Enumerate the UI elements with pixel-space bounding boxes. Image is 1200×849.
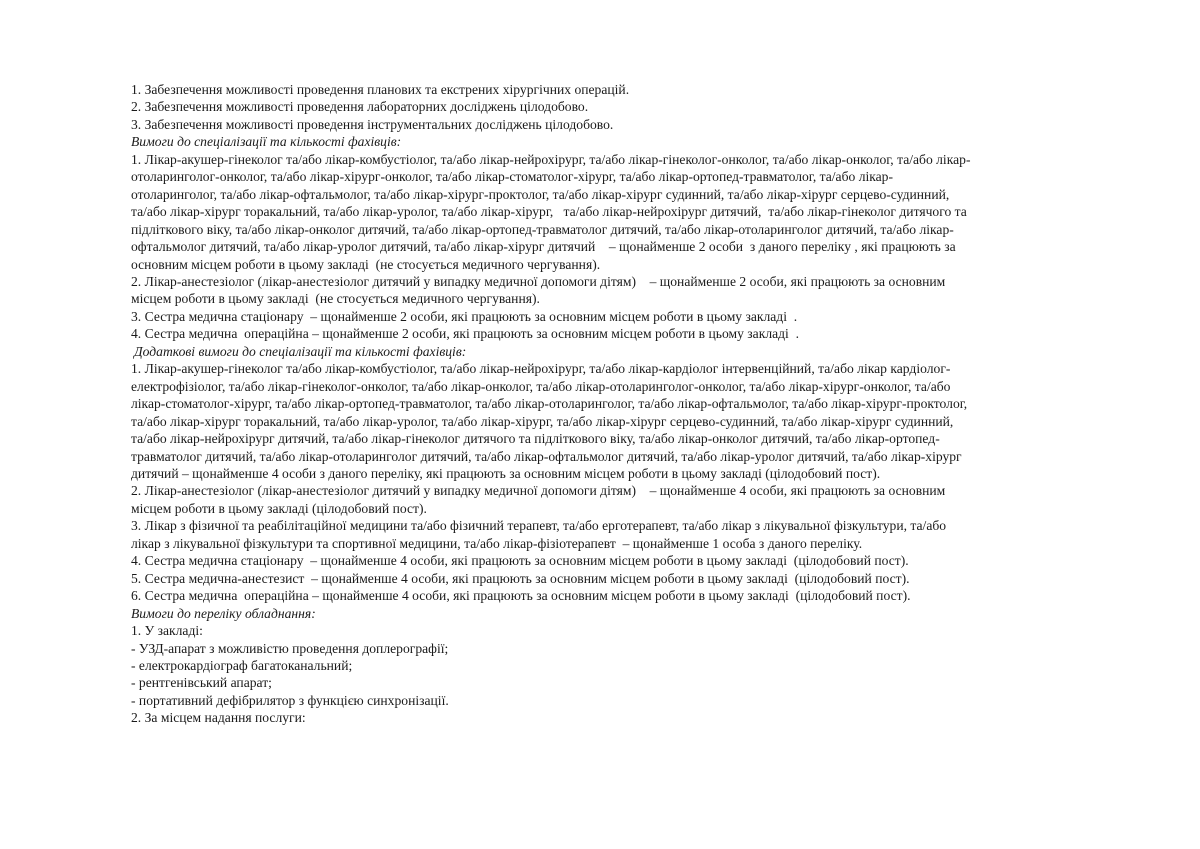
equipment-item-6: 2. За місцем надання послуги: <box>131 710 306 726</box>
equipment-item-4: - рентгенівський апарат; <box>131 675 272 691</box>
specialization-item-3: 3. Сестра медична стаціонару – щонайменше 2 особи, які працюють за основним місцем роботи в цьому закладі . <box>131 308 798 324</box>
equipment-item-1: 1. У закладі: <box>131 623 203 639</box>
specialization-heading: Вимоги до спеціалізації та кількості фахівців: <box>131 134 402 150</box>
equipment-item-3: - електрокардіограф багатоканальний; <box>131 657 353 673</box>
equipment-heading: Вимоги до переліку обладнання: <box>131 605 316 621</box>
document-body <box>131 81 1111 727</box>
additional-item-6: 6. Сестра медична операційна – щонайменше 4 особи, які працюють за основним місцем роботи в цьому закладі (цілодобовий пост). <box>131 588 911 604</box>
equipment-item-5: - портативний дефібрилятор з функцією синхронізації. <box>131 692 449 708</box>
intro-item-3: 3. Забезпечення можливості проведення інструментальних досліджень цілодобово. <box>131 116 614 132</box>
equipment-item-2: - УЗД-апарат з можливістю проведення доплерографії; <box>131 640 449 656</box>
additional-item-3: 3. Лікар з фізичної та реабілітаційної медицини та/або фізичний терапевт, та/або ерготерапевт, та/або лікар з лікувальної фізкультури, та/або лікар з лікувальної фізкультури та спортивної медицини, та/або лікар-фізіотерапевт – щонайменше 1 особа з даного переліку. <box>131 518 947 551</box>
additional-heading: Додаткові вимоги до спеціалізації та кількості фахівців: <box>134 343 467 359</box>
intro-item-2: 2. Забезпечення можливості проведення лабораторних досліджень цілодобово. <box>131 99 589 115</box>
specialization-item-2: 2. Лікар-анестезіолог (лікар-анестезіолог дитячий у випадку медичної допомоги дітям) – щонайменше 2 особи, які працюють за основним місцем роботи в цьому закладі (не стосується медичного чергування). <box>131 273 946 307</box>
additional-item-5: 5. Сестра медична-анестезист – щонайменше 4 особи, які працюють за основним місцем роботи в цьому закладі (цілодобовий пост). <box>131 570 910 586</box>
specialization-item-1: 1. Лікар-акушер-гінеколог та/або лікар-комбустіолог, та/або лікар-нейрохірург, та/або лікар-гінеколог-онколог, та/або лікар-онколог, та/або лікар- отоларинголог-онколог, та/або лікар-хірург-онколог, та/або лікар-стоматолог-хірург, та/або лікар-ортопед-травматолог, та/або лікар- отоларинголог, та/або лікар-офтальмолог, та/або лікар-хірург-проктолог, та/або лікар-хірург судинний, та/або лікар-хірург серцево-судинний, та/або лікар-хірург торакальний, та/або лікар-уролог, та/або лікар-хірург, та/або лікар-нейрохірург дитячий, та/або лікар-гінеколог дитячого та підліткового віку, та/або лікар-онколог дитячий, та/або лікар-ортопед-травматолог дитячий, та/або лікар-отоларинголог дитячий, та/або лікар- офтальмолог дитячий, та/або лікар-уролог дитячий, та/або лікар-хірург дитячий – щонайменше 2 особи з даного переліку , які працюють за основним місцем роботи в цьому закладі (не стосується медичного чергування). <box>131 151 971 272</box>
additional-item-1: 1. Лікар-акушер-гінеколог та/або лікар-комбустіолог, та/або лікар-нейрохірург, та/або лікар-кардіолог інтервенційний, та/або лікар кардіолог- електрофізіолог, та/або лікар-гінеколог-онколог, та/або лікар-онколог, та/або лікар-отоларинголог-онколог, та/або лікар-хірург-онколог, та/або лікар-стоматолог-хірург, та/або лікар-ортопед-травматолог, та/або лікар-отоларинголог, та/або лікар-офтальмолог, та/або лікар-хірург-проктолог, та/або лікар-хірург торакальний, та/або лікар-уролог, та/або лікар-хірург, та/або лікар-хірург серцево-судинний, та/або лікар-хірург судинний, та/або лікар-нейрохірург дитячий, та/або лікар-гінеколог дитячого та підліткового віку, та/або лікар-онколог дитячий, та/або лікар-ортопед- травматолог дитячий, та/або лікар-отоларинголог дитячий, та/або лікар-офтальмолог дитячий, та/або лікар-уролог дитячий, та/або лікар-хірург дитячий – щонайменше 4 особи з даного переліку, які працюють за основним місцем роботи в цьому закладі (цілодобовий пост). <box>131 361 968 481</box>
specialization-item-4: 4. Сестра медична операційна – щонайменше 2 особи, які працюють за основним місцем роботи в цьому закладі . <box>131 326 800 342</box>
intro-item-1: 1. Забезпечення можливості проведення планових та екстрених хірургічних операцій. <box>131 82 630 97</box>
additional-item-2: 2. Лікар-анестезіолог (лікар-анестезіолог дитячий у випадку медичної допомоги дітям) – щонайменше 4 особи, які працюють за основним місцем роботи в цьому закладі (цілодобовий пост). <box>131 483 946 516</box>
additional-item-4: 4. Сестра медична стаціонару – щонайменше 4 особи, які працюють за основним місцем роботи в цьому закладі (цілодобовий пост). <box>131 553 909 569</box>
